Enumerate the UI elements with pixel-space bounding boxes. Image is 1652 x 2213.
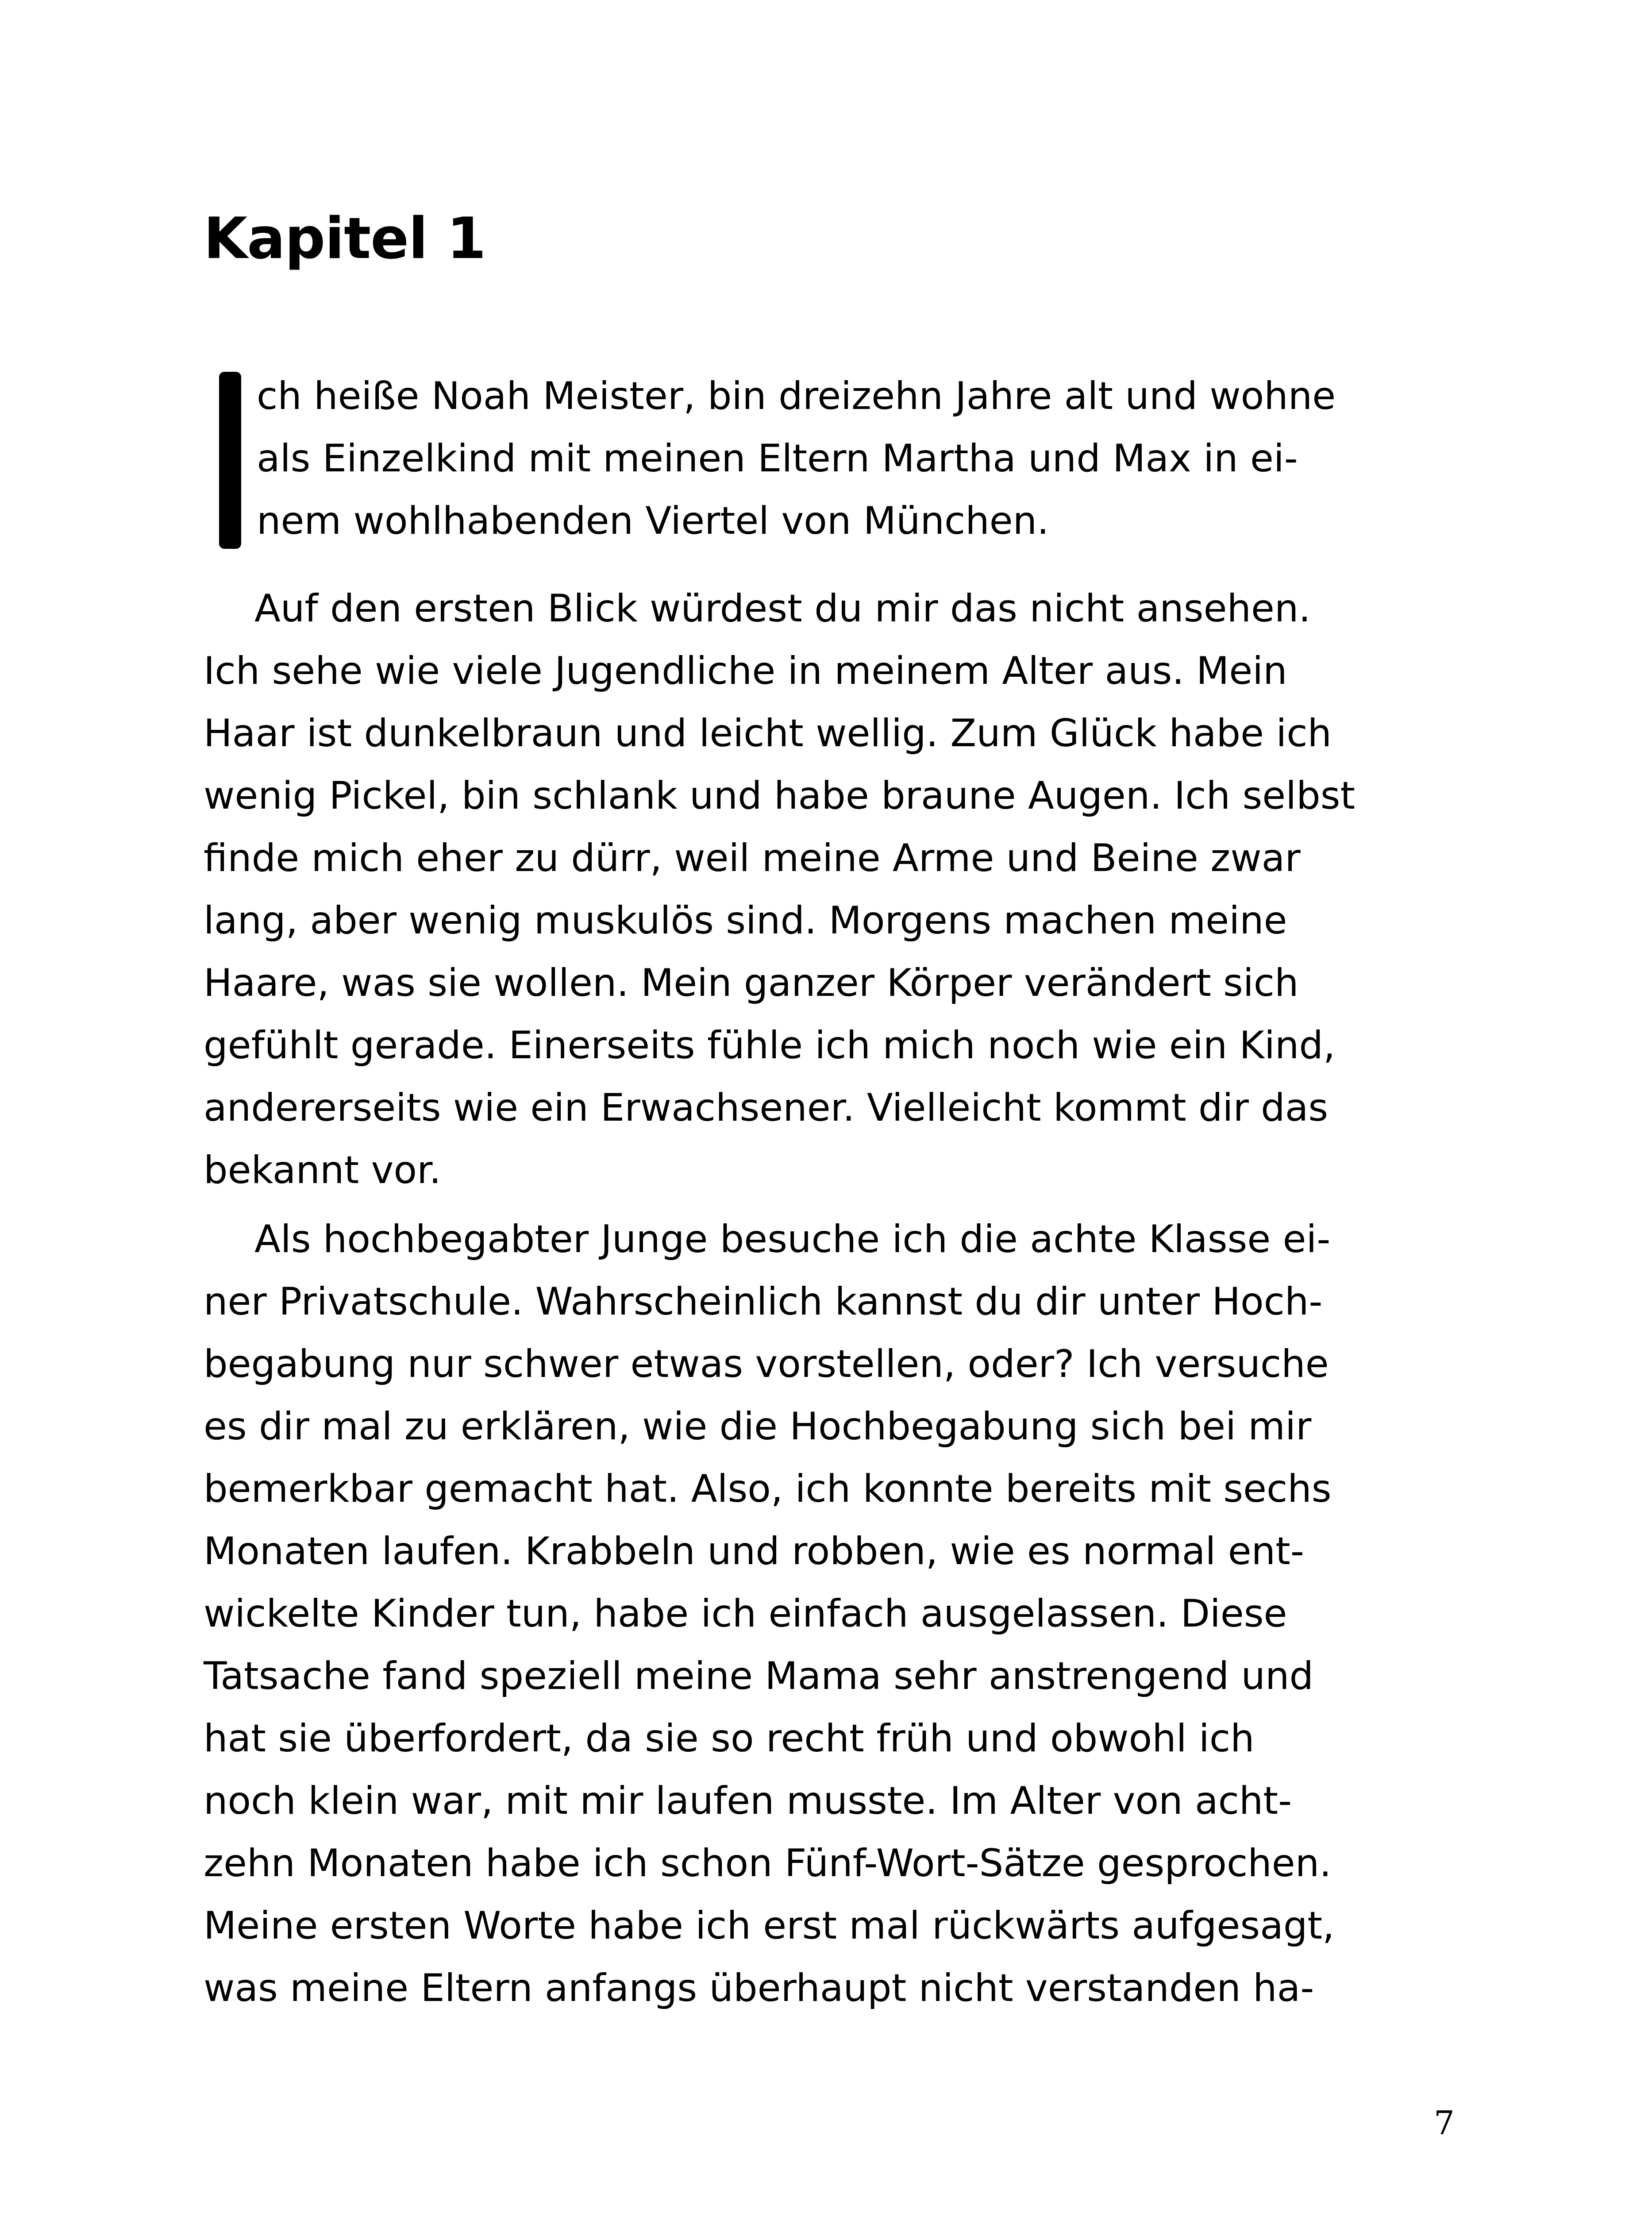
text-line: wenig Pickel, bin schlank und habe braune Augen. Ich selbst <box>204 774 1355 818</box>
text-line: Haare, was sie wollen. Mein ganzer Körper verändert sich <box>204 961 1299 1005</box>
text-line: begabung nur schwer etwas vorstellen, oder? Ich versuche <box>204 1342 1329 1386</box>
text-line: finde mich eher zu dürr, weil meine Arme und Beine zwar <box>204 836 1301 880</box>
text-line: bekannt vor. <box>204 1148 441 1192</box>
text-line: lang, aber wenig muskulös sind. Morgens machen meine <box>204 898 1287 943</box>
text-line: gefühlt gerade. Einerseits fühle ich mich noch wie ein Kind, <box>204 1023 1336 1068</box>
text-line: es dir mal zu erklären, wie die Hochbegabung sich bei mir <box>204 1404 1312 1449</box>
text-line: was meine Eltern anfangs überhaupt nicht verstanden ha- <box>204 1966 1314 2010</box>
text-line: Tatsache fand speziell meine Mama sehr anstrengend und <box>204 1654 1314 1698</box>
text-line: bemerkbar gemacht hat. Also, ich konnte bereits mit sechs <box>204 1467 1332 1511</box>
text-line: ch heiße Noah Meister, bin dreizehn Jahre alt und wohne <box>257 374 1336 418</box>
text-line: wickelte Kinder tun, habe ich einfach ausgelassen. Diese <box>204 1592 1287 1636</box>
text-line: nem wohlhabenden Viertel von München. <box>257 499 1049 543</box>
text-line: Haar ist dunkelbraun und leicht wellig. Zum Glück habe ich <box>204 711 1332 756</box>
text-line: noch klein war, mit mir laufen musste. Im Alter von acht- <box>204 1779 1292 1823</box>
text-line: andererseits wie ein Erwachsener. Vielleicht kommt dir das <box>204 1086 1329 1130</box>
text-line: hat sie überfordert, da sie so recht früh und obwohl ich <box>204 1716 1255 1761</box>
text-line: Auf den ersten Blick würdest du mir das nicht ansehen. <box>254 586 1311 631</box>
text-line: zehn Monaten habe ich schon Fünf-Wort-Sätze gesprochen. <box>204 1841 1332 1885</box>
text-line: Meine ersten Worte habe ich erst mal rückwärts aufgesagt, <box>204 1904 1335 1948</box>
text-line: als Einzelkind mit meinen Eltern Martha und Max in ei- <box>257 436 1298 481</box>
paragraph-1 <box>204 365 1460 552</box>
text-line: Monaten laufen. Krabbeln und robben, wie es normal ent- <box>204 1529 1304 1573</box>
page-number: 7 <box>1434 2104 1455 2142</box>
text-line: Ich sehe wie viele Jugendliche in meinem Alter aus. Mein <box>204 649 1287 693</box>
paragraph-3 <box>204 1208 1460 2020</box>
text-line: Als hochbegabter Junge besuche ich die achte Klasse ei- <box>254 1217 1331 1261</box>
paragraph-2 <box>204 578 1460 1202</box>
text-line: ner Privatschule. Wahrscheinlich kannst du dir unter Hoch- <box>204 1280 1323 1324</box>
chapter-title: Kapitel 1 <box>204 206 486 272</box>
